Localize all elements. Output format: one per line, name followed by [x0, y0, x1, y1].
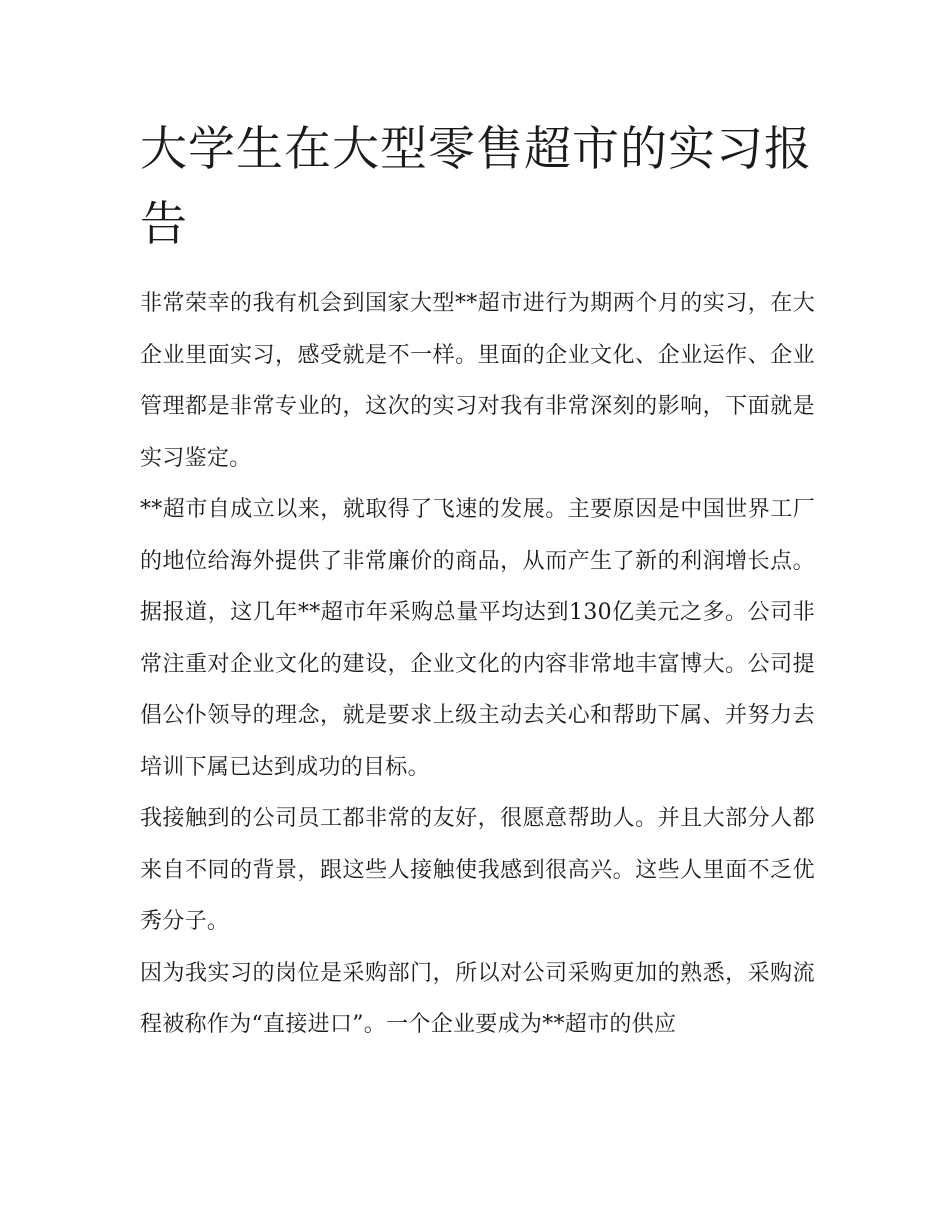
paragraph-1: 非常荣幸的我有机会到国家大型**超市进行为期两个月的实习，在大企业里面实习，感受就是不一样。里面的企业文化、企业运作、企业管理都是非常专业的，这次的实习对我有非常深刻的影响，下面就是实习鉴定。 [140, 291, 815, 471]
document-body [140, 278, 815, 1051]
paragraph-2: **超市自成立以来，就取得了飞速的发展。主要原因是中国世界工厂的地位给海外提供了非常廉价的商品，从而产生了新的利润增长点。据报道，这几年**超市年采购总量平均达到130亿美元之多。公司非常注重对企业文化的建设，企业文化的内容非常地丰富博大。公司提倡公仆领导的理念，就是要求上级主动去关心和帮助下属、并努力去培训下属已达到成功的目标。 [140, 497, 815, 780]
document-title: 大学生在大型零售超市的实习报告 [140, 122, 812, 252]
paragraph-3: 我接触到的公司员工都非常的友好，很愿意帮助人。并且大部分人都来自不同的背景，跟这些人接触使我感到很高兴。这些人里面不乏优秀分子。 [140, 806, 815, 934]
paragraph-4: 因为我实习的岗位是采购部门，所以对公司采购更加的熟悉，采购流程被称作为“直接进口”。一个企业要成为**超市的供应 [140, 960, 815, 1037]
